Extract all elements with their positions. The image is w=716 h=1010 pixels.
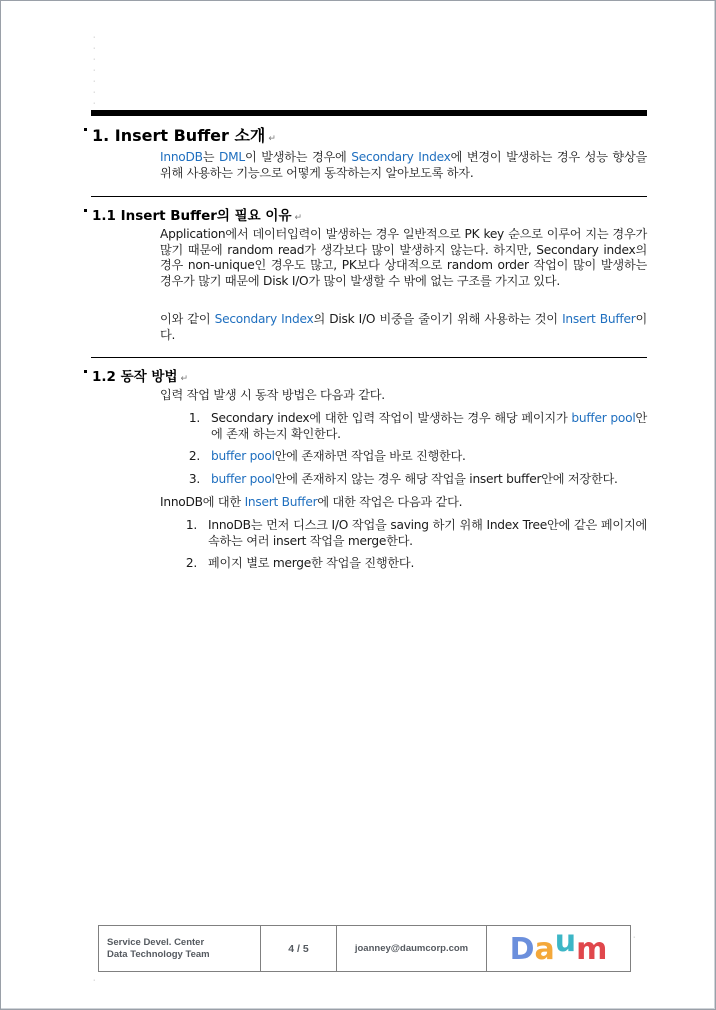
highlighted-term: Insert Buffer: [562, 312, 636, 326]
list-item: [160, 556, 647, 572]
text-run: 에 변경이 발생하는 경우 성능 향상을 위해 사용하는 기능으로 어떻게 동작하는지 알아보도록 하자.: [160, 150, 647, 180]
heading-bullet: [84, 128, 87, 131]
logo-letter: u: [554, 924, 577, 959]
section-1-2-intro-1: 입력 작업 발생 시 동작 방법은 다음과 같다.: [160, 388, 385, 402]
footer-department-line-2: Data Technology Team: [107, 948, 210, 960]
text-run: Secondary index에 대한 입력 작업이 발생하는 경우 해당 페이지가: [211, 411, 572, 425]
logo-letter: m: [576, 932, 608, 967]
footer-page-number: 4 / 5: [261, 926, 337, 971]
list-number: 1.: [185, 518, 197, 532]
highlighted-term: Secondary Index: [351, 150, 451, 164]
footer-email: joanney@daumcorp.com: [337, 926, 487, 971]
text-run: InnoDB에 대한: [160, 495, 245, 509]
highlighted-term: buffer pool: [211, 471, 275, 486]
highlighted-term: buffer pool: [571, 411, 636, 425]
footer-logo-cell: [487, 926, 630, 971]
list-number: 2.: [185, 556, 197, 571]
logo-letter: D: [509, 932, 535, 967]
section-1-paragraph: [160, 150, 647, 181]
heading-bullet: [84, 209, 87, 212]
section-1-1-paragraph-1: Application에서 데이터입력이 발생하는 경우 일반적으로 PK key 순으로 이루어 지는 경우가 많기 때문에 random read가 생각보다 많이 발생하지 않는다. 하지만, Secondary index의 경우 non-unique인 경우도 많고, PK보다 상대적으로 random order 작업이 많이 발생하는 경우가 많기 때문에 Disk I/O가 많이 발생할 수 밖에 없는 구조를 가지고 있다.: [160, 227, 647, 288]
text-run: 이다.: [160, 312, 647, 342]
text-run: 안에 존재 하는지 확인한다.: [211, 411, 647, 441]
text-run: 안에 존재하지 않는 경우 해당 작업을 insert buffer안에 저장한다.: [274, 471, 618, 486]
footer-department: [99, 926, 261, 971]
empty-paragraph-marks: · · · · · · ·: [93, 34, 96, 107]
list-item-text: [208, 556, 414, 570]
highlighted-term: buffer pool: [211, 449, 275, 464]
insert-buffer-steps-list: [160, 518, 647, 579]
list-item: [160, 449, 647, 465]
section-1-1-paragraph-2: [160, 312, 647, 343]
list-item: [160, 411, 647, 442]
text-run: 안에 존재하면 작업을 바로 진행한다.: [274, 449, 466, 464]
list-item-text: [211, 449, 466, 463]
highlighted-term: Secondary Index: [214, 312, 314, 326]
list-item: [160, 518, 647, 549]
list-item-text: [208, 518, 647, 548]
text-run: 이와 같이: [160, 312, 215, 326]
footer-department-line-1: Service Devel. Center: [107, 936, 205, 948]
section-divider: [91, 196, 647, 197]
list-number: 2.: [188, 449, 200, 464]
list-item-text: [211, 411, 647, 441]
highlighted-term: Insert Buffer: [244, 495, 318, 509]
footer-table: [98, 925, 631, 972]
list-item: [160, 472, 647, 488]
list-number: 1.: [188, 411, 200, 425]
text-run: 이 발생하는 경우에: [244, 150, 352, 164]
section-1-1-heading: 1.1 Insert Buffer의 필요 이유 ↵: [92, 204, 302, 224]
insert-steps-list: [160, 411, 647, 494]
list-number: 3.: [188, 471, 200, 486]
section-1-2-heading: 1.2 동작 방법 ↵: [92, 365, 188, 385]
logo-letter: a: [534, 932, 555, 967]
cell-end-mark: ·: [633, 934, 636, 941]
text-run: 페이지 별로 merge한 작업을 진행한다.: [208, 556, 415, 571]
text-run: InnoDB는 먼저 디스크 I/O 작업을 saving 하기 위해 Index Tree안에 같은 페이지에 속하는 여러 insert 작업을 merge한다.: [208, 518, 647, 548]
text-run: 에 대한 작업은 다음과 같다.: [317, 495, 463, 509]
section-1-heading: 1. Insert Buffer 소개 ↵: [92, 123, 276, 146]
section-1-2-intro-2: [160, 495, 647, 511]
text-run: 의 Disk I/O 비중을 줄이기 위해 사용하는 것이: [313, 312, 563, 326]
text-run: 는: [202, 150, 219, 164]
heading-bullet: [84, 370, 87, 373]
list-item-text: [211, 472, 618, 486]
paragraph-end-mark: ·: [93, 977, 96, 984]
daum-logo: [487, 926, 630, 971]
section-divider: [91, 357, 647, 358]
highlighted-term: DML: [219, 150, 245, 164]
highlighted-term: InnoDB: [160, 150, 203, 164]
header-thick-rule: [91, 110, 647, 116]
